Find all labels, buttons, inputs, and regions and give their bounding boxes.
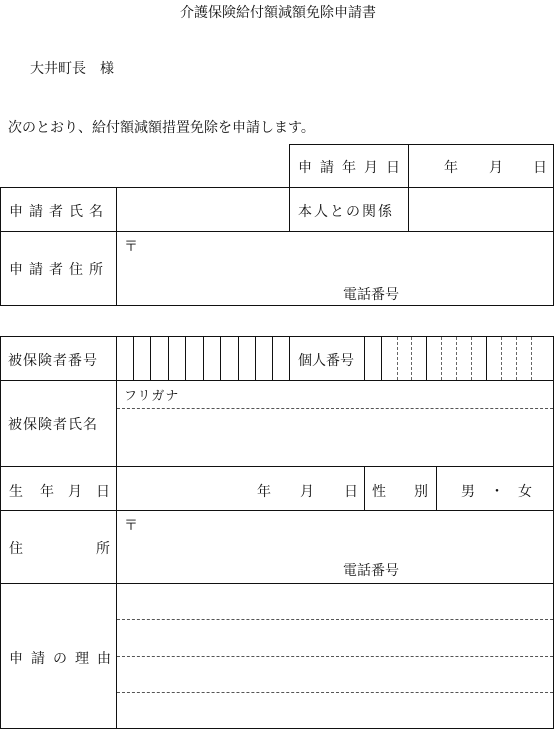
insured-number-field[interactable] — [117, 337, 289, 380]
insured-postal-mark: 〒 — [124, 518, 138, 534]
insured-name-field[interactable] — [117, 409, 553, 466]
birth-month-unit: 月 — [300, 484, 314, 500]
birth-date-label-4: 日 — [96, 484, 110, 500]
birth-date-label-3: 月 — [68, 484, 82, 500]
birth-date-label-1: 生 — [9, 484, 23, 500]
gender-male-option[interactable]: 男 — [461, 484, 475, 500]
gender-label-2: 別 — [414, 484, 428, 500]
application-date-field[interactable] — [409, 145, 553, 187]
relationship-field[interactable] — [409, 188, 553, 231]
personal-number-label: 個人番号 — [298, 353, 354, 369]
reason-field[interactable] — [117, 584, 553, 728]
application-date-label: 申請年月日 — [298, 160, 408, 176]
insured-name-label: 被保険者氏名 — [8, 417, 98, 433]
applicant-address-field[interactable] — [117, 232, 553, 305]
insured-number-label: 被保険者番号 — [8, 353, 98, 369]
applicant-name-label: 申請者氏名 — [9, 204, 109, 220]
birth-date-field[interactable] — [117, 467, 364, 510]
gender-female-option[interactable]: 女 — [518, 484, 532, 500]
birth-year-unit: 年 — [257, 484, 271, 500]
addressee: 大井町長 様 — [30, 61, 114, 77]
insured-phone-label: 電話番号 — [343, 563, 399, 579]
applicant-address-label: 申請者住所 — [9, 262, 109, 278]
application-date-month-unit: 月 — [489, 160, 503, 176]
insured-address-label-1: 住 — [9, 541, 23, 557]
reason-label: 申請の理由 — [9, 651, 119, 667]
form-title: 介護保険給付額減額免除申請書 — [180, 5, 376, 21]
insured-address-label-2: 所 — [96, 541, 110, 557]
application-date-year-unit: 年 — [444, 160, 458, 176]
personal-number-field[interactable] — [365, 337, 553, 380]
birth-date-label-2: 年 — [40, 484, 54, 500]
applicant-name-field[interactable] — [117, 188, 289, 231]
request-statement: 次のとおり、給付額減額措置免除を申請します。 — [8, 120, 315, 136]
application-date-day-unit: 日 — [533, 160, 547, 176]
applicant-phone-label: 電話番号 — [343, 287, 399, 303]
relationship-label: 本人との関係 — [298, 204, 394, 220]
applicant-postal-mark: 〒 — [124, 239, 138, 255]
birth-day-unit: 日 — [344, 484, 358, 500]
gender-label-1: 性 — [372, 484, 386, 500]
gender-separator: ・ — [490, 484, 504, 500]
furigana-label: フリガナ — [124, 389, 180, 404]
furigana-field[interactable] — [117, 381, 553, 408]
insured-address-field[interactable] — [117, 511, 553, 583]
